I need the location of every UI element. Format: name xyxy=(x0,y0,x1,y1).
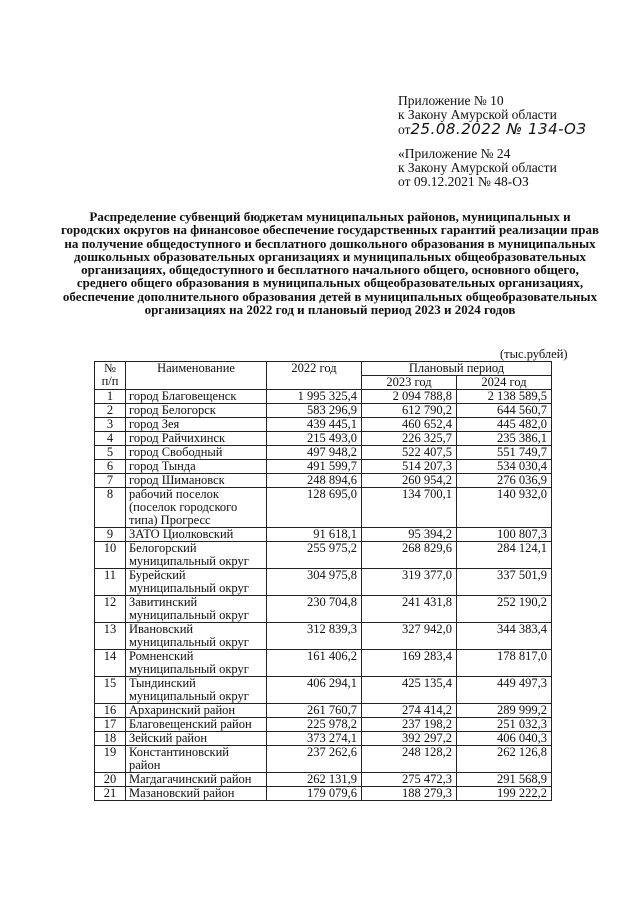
row-value-2022: 373 274,1 xyxy=(267,732,362,746)
header-2024: 2024 год xyxy=(457,376,552,390)
row-value-2022: 248 894,6 xyxy=(267,474,362,488)
row-number: 11 xyxy=(95,569,126,596)
table-row xyxy=(95,623,552,650)
row-name: город Шимановск xyxy=(126,474,267,488)
handwritten-date-number: 25.08.2022 № 134-ОЗ xyxy=(410,120,587,138)
row-value-2023: 514 207,3 xyxy=(362,460,457,474)
row-value-2024: 449 497,3 xyxy=(457,677,552,704)
row-value-2022: 91 618,1 xyxy=(267,528,362,542)
table-row xyxy=(95,718,552,732)
row-value-2024: 289 999,2 xyxy=(457,704,552,718)
appendix-10-date-line xyxy=(398,122,586,137)
table-row xyxy=(95,542,552,569)
row-value-2023: 319 377,0 xyxy=(362,569,457,596)
row-value-2023: 268 829,6 xyxy=(362,542,457,569)
row-number: 13 xyxy=(95,623,126,650)
row-value-2023: 188 279,3 xyxy=(362,787,457,801)
row-value-2022: 491 599,7 xyxy=(267,460,362,474)
row-value-2024: 2 138 589,5 xyxy=(457,390,552,404)
header-2022: 2022 год xyxy=(267,362,362,390)
row-value-2023: 522 407,5 xyxy=(362,446,457,460)
row-name: Бурейский муниципальный округ xyxy=(126,569,267,596)
row-value-2023: 241 431,8 xyxy=(362,596,457,623)
row-value-2024: 199 222,2 xyxy=(457,787,552,801)
row-value-2023: 237 198,2 xyxy=(362,718,457,732)
row-value-2023: 248 128,2 xyxy=(362,746,457,773)
header-plan-period: Плановый период xyxy=(362,362,552,376)
row-value-2022: 304 975,8 xyxy=(267,569,362,596)
row-name: Ивановский муниципальный округ xyxy=(126,623,267,650)
row-number: 16 xyxy=(95,704,126,718)
row-value-2023: 275 472,3 xyxy=(362,773,457,787)
row-value-2024: 406 040,3 xyxy=(457,732,552,746)
appendix-24-date: от 09.12.2021 № 48-ОЗ xyxy=(398,174,529,189)
table-row xyxy=(95,787,552,801)
row-value-2023: 460 652,4 xyxy=(362,418,457,432)
row-value-2023: 260 954,2 xyxy=(362,474,457,488)
table-row xyxy=(95,418,552,432)
row-value-2024: 344 383,4 xyxy=(457,623,552,650)
row-name: город Райчихинск xyxy=(126,432,267,446)
header-2023: 2023 год xyxy=(362,376,457,390)
row-value-2022: 161 406,2 xyxy=(267,650,362,677)
row-value-2024: 284 124,1 xyxy=(457,542,552,569)
row-number: 9 xyxy=(95,528,126,542)
table-row xyxy=(95,432,552,446)
row-number: 10 xyxy=(95,542,126,569)
row-value-2023: 169 283,4 xyxy=(362,650,457,677)
row-value-2024: 534 030,4 xyxy=(457,460,552,474)
row-name: город Зея xyxy=(126,418,267,432)
table-row xyxy=(95,569,552,596)
row-value-2024: 262 126,8 xyxy=(457,746,552,773)
table-row xyxy=(95,474,552,488)
row-value-2022: 1 995 325,4 xyxy=(267,390,362,404)
row-name: Ромненский муниципальный округ xyxy=(126,650,267,677)
row-value-2024: 291 568,9 xyxy=(457,773,552,787)
row-value-2023: 134 700,1 xyxy=(362,488,457,528)
row-number: 2 xyxy=(95,404,126,418)
table-body xyxy=(95,390,552,801)
subvention-table xyxy=(94,361,552,801)
row-value-2022: 230 704,8 xyxy=(267,596,362,623)
row-number: 3 xyxy=(95,418,126,432)
row-number: 12 xyxy=(95,596,126,623)
row-value-2024: 644 560,7 xyxy=(457,404,552,418)
row-name: Константиновский район xyxy=(126,746,267,773)
row-name: город Белогорск xyxy=(126,404,267,418)
row-value-2022: 237 262,6 xyxy=(267,746,362,773)
row-value-2022: 215 493,0 xyxy=(267,432,362,446)
row-value-2024: 445 482,0 xyxy=(457,418,552,432)
row-number: 14 xyxy=(95,650,126,677)
row-value-2023: 392 297,2 xyxy=(362,732,457,746)
row-name: Зейский район xyxy=(126,732,267,746)
row-number: 5 xyxy=(95,446,126,460)
row-name: Завитинский муниципальный округ xyxy=(126,596,267,623)
row-name: город Свободный xyxy=(126,446,267,460)
document-title: Распределение субвенций бюджетам муниципальных районов, муниципальных и городских округов на финансовое обеспечение государственных гарантий реализации прав на получение общедоступного и бесплатного дошкольного образования в муниципальных дошкольных образовательных организациях и муниципальных общеобразовательных организациях, общедоступного и бесплатного начального общего, основного общего, среднего общего образования в муниципальных общеобразовательных организациях, обеспечение дополнительного образования детей в муниципальных общеобразовательных организациях на 2022 год и плановый период 2023 и 2024 годов xyxy=(60,209,600,318)
row-value-2023: 95 394,2 xyxy=(362,528,457,542)
appendix-10-title: Приложение № 10 xyxy=(398,93,504,108)
units-label: (тыс.рублей) xyxy=(500,347,568,361)
appendix-24-block xyxy=(398,147,557,189)
table-row xyxy=(95,746,552,773)
row-value-2024: 140 932,0 xyxy=(457,488,552,528)
row-number: 8 xyxy=(95,488,126,528)
table-row xyxy=(95,596,552,623)
row-value-2022: 261 760,7 xyxy=(267,704,362,718)
table-row xyxy=(95,704,552,718)
row-value-2022: 583 296,9 xyxy=(267,404,362,418)
row-number: 6 xyxy=(95,460,126,474)
row-name: Тындинский муниципальный округ xyxy=(126,677,267,704)
table-row xyxy=(95,732,552,746)
row-value-2024: 337 501,9 xyxy=(457,569,552,596)
appendix-10-block xyxy=(398,94,586,137)
row-number: 18 xyxy=(95,732,126,746)
table-row xyxy=(95,460,552,474)
row-value-2022: 439 445,1 xyxy=(267,418,362,432)
row-value-2022: 179 079,6 xyxy=(267,787,362,801)
table-row xyxy=(95,390,552,404)
row-value-2022: 225 978,2 xyxy=(267,718,362,732)
header-name: Наименование xyxy=(126,362,267,390)
row-number: 17 xyxy=(95,718,126,732)
row-value-2022: 406 294,1 xyxy=(267,677,362,704)
row-value-2022: 262 131,9 xyxy=(267,773,362,787)
row-name: Благовещенский район xyxy=(126,718,267,732)
row-name: Архаринский район xyxy=(126,704,267,718)
row-value-2024: 100 807,3 xyxy=(457,528,552,542)
row-value-2024: 252 190,2 xyxy=(457,596,552,623)
row-number: 15 xyxy=(95,677,126,704)
row-value-2023: 2 094 788,8 xyxy=(362,390,457,404)
row-name: Мазановский район xyxy=(126,787,267,801)
row-name: ЗАТО Циолковский xyxy=(126,528,267,542)
row-number: 4 xyxy=(95,432,126,446)
appendix-10-date-prefix: от xyxy=(398,122,411,137)
row-value-2022: 128 695,0 xyxy=(267,488,362,528)
row-value-2024: 276 036,9 xyxy=(457,474,552,488)
row-name: город Благовещенск xyxy=(126,390,267,404)
row-name: Белогорский муниципальный округ xyxy=(126,542,267,569)
table-row xyxy=(95,404,552,418)
row-number: 21 xyxy=(95,787,126,801)
table-row xyxy=(95,488,552,528)
table-row xyxy=(95,446,552,460)
table-row xyxy=(95,677,552,704)
table-row xyxy=(95,650,552,677)
row-value-2024: 251 032,3 xyxy=(457,718,552,732)
row-value-2024: 178 817,0 xyxy=(457,650,552,677)
row-name: город Тында xyxy=(126,460,267,474)
row-number: 1 xyxy=(95,390,126,404)
row-value-2024: 551 749,7 xyxy=(457,446,552,460)
table-row xyxy=(95,773,552,787)
row-number: 7 xyxy=(95,474,126,488)
row-value-2023: 425 135,4 xyxy=(362,677,457,704)
row-value-2023: 226 325,7 xyxy=(362,432,457,446)
row-value-2022: 312 839,3 xyxy=(267,623,362,650)
row-number: 20 xyxy=(95,773,126,787)
row-name: Магдагачинский район xyxy=(126,773,267,787)
row-value-2023: 327 942,0 xyxy=(362,623,457,650)
row-value-2023: 612 790,2 xyxy=(362,404,457,418)
appendix-10-law: к Закону Амурской области xyxy=(398,107,557,122)
row-value-2024: 235 386,1 xyxy=(457,432,552,446)
header-num: № п/п xyxy=(95,362,126,390)
row-number: 19 xyxy=(95,746,126,773)
row-name: рабочий поселок (поселок городского типа) Прогресс xyxy=(126,488,267,528)
appendix-24-law: к Закону Амурской области xyxy=(398,160,557,175)
row-value-2023: 274 414,2 xyxy=(362,704,457,718)
table-row xyxy=(95,528,552,542)
row-value-2022: 255 975,2 xyxy=(267,542,362,569)
row-value-2022: 497 948,2 xyxy=(267,446,362,460)
appendix-24-title: «Приложение № 24 xyxy=(398,146,511,161)
